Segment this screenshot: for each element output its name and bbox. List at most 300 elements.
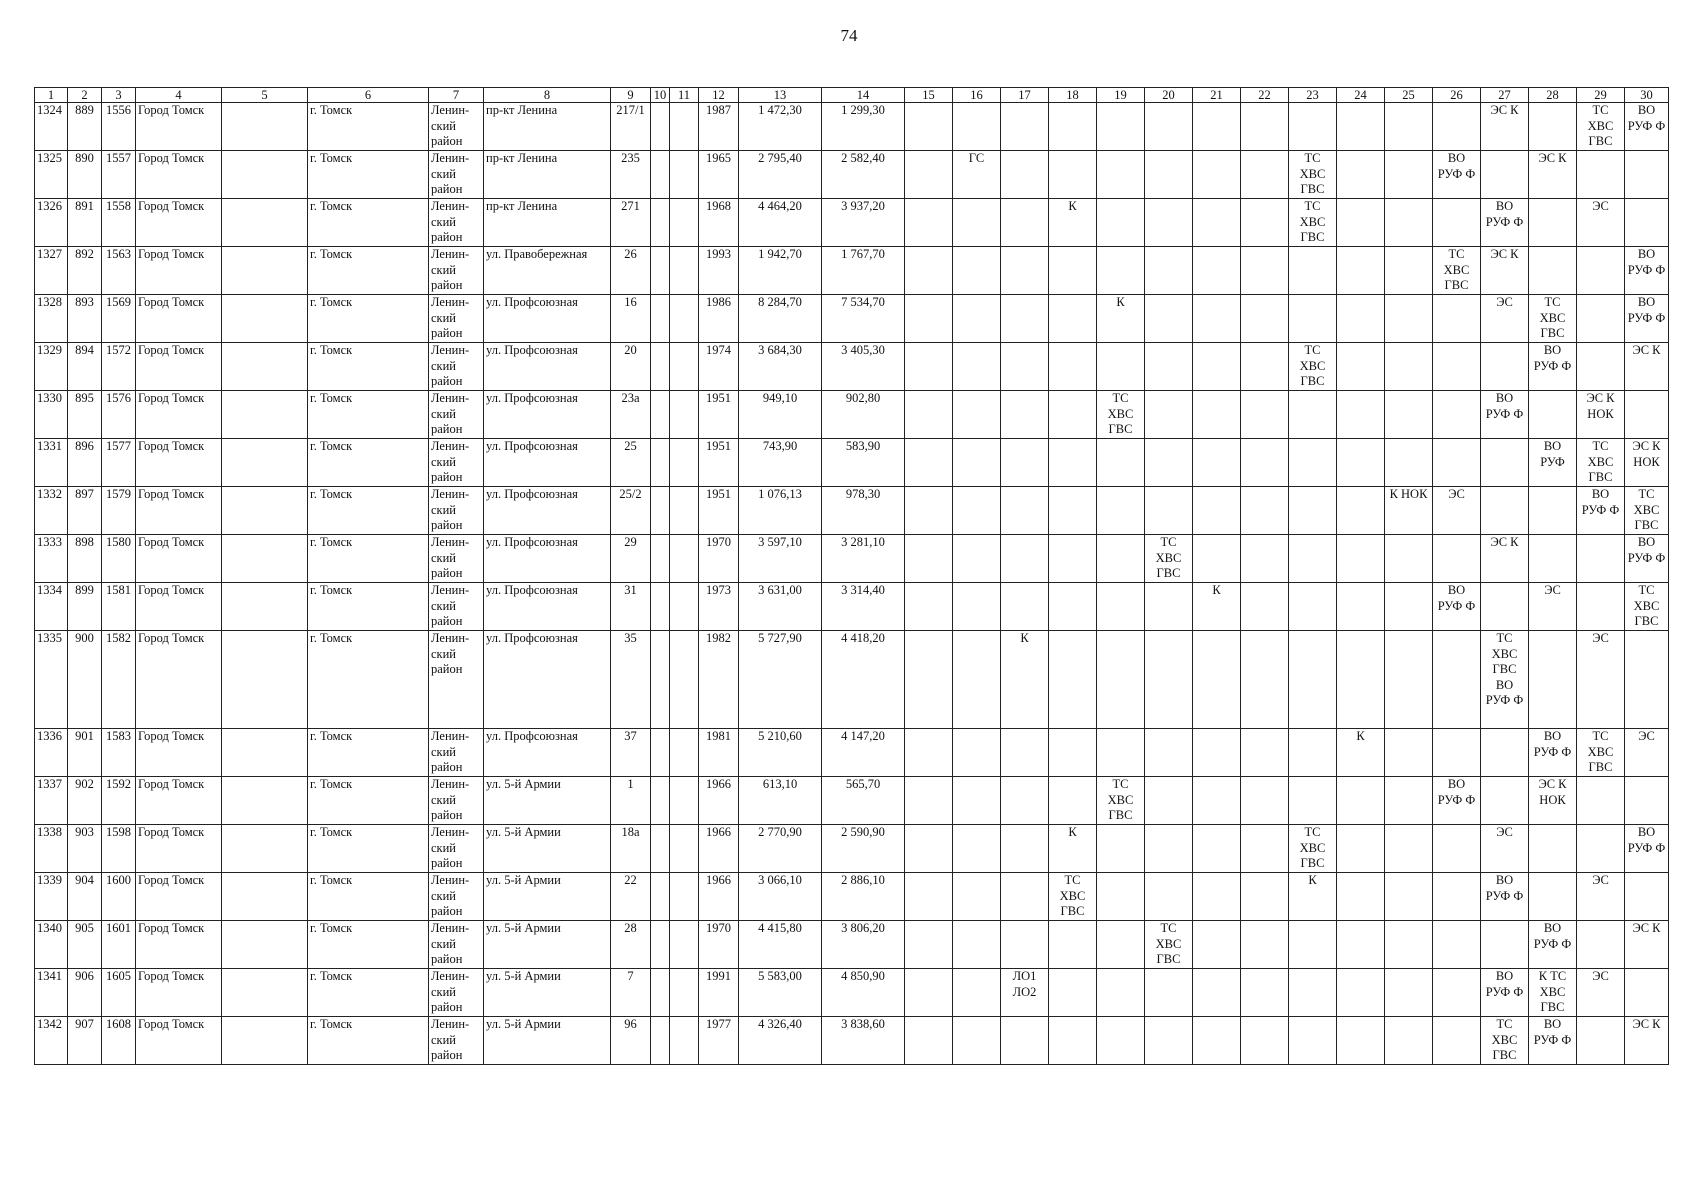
cell-col-3: 1608 — [102, 1017, 136, 1065]
cell-col-27 — [1481, 583, 1529, 631]
cell-col-29: ЭС — [1577, 873, 1625, 921]
cell-col-28: ВО РУФ Ф — [1529, 1017, 1577, 1065]
cell-col-6: г. Томск — [308, 343, 429, 391]
cell-col-13: 949,10 — [739, 391, 822, 439]
cell-col-20 — [1145, 969, 1193, 1017]
cell-col-12: 1974 — [699, 343, 739, 391]
cell-col-28 — [1529, 487, 1577, 535]
cell-col-16 — [953, 295, 1001, 343]
cell-col-5 — [222, 873, 308, 921]
cell-col-21 — [1193, 729, 1241, 777]
cell-col-8: ул. 5-й Армии — [484, 825, 611, 873]
cell-col-5 — [222, 825, 308, 873]
cell-col-17 — [1001, 103, 1049, 151]
cell-col-22 — [1241, 439, 1289, 487]
cell-col-4: Город Томск — [136, 295, 222, 343]
cell-col-27: ЭС К — [1481, 535, 1529, 583]
cell-col-2: 906 — [68, 969, 102, 1017]
cell-col-6: г. Томск — [308, 777, 429, 825]
cell-col-22 — [1241, 535, 1289, 583]
cell-col-26 — [1433, 873, 1481, 921]
cell-col-2: 895 — [68, 391, 102, 439]
cell-col-22 — [1241, 777, 1289, 825]
cell-col-20 — [1145, 729, 1193, 777]
cell-col-13: 1 472,30 — [739, 103, 822, 151]
cell-col-10 — [651, 825, 670, 873]
cell-col-20 — [1145, 151, 1193, 199]
cell-col-10 — [651, 151, 670, 199]
cell-col-9: 1 — [611, 777, 651, 825]
cell-col-25 — [1385, 969, 1433, 1017]
cell-col-27: ВО РУФ Ф — [1481, 969, 1529, 1017]
cell-col-11 — [670, 729, 699, 777]
cell-col-7: Ленин- ский район — [429, 921, 484, 969]
cell-col-29 — [1577, 247, 1625, 295]
cell-col-17 — [1001, 487, 1049, 535]
cell-col-15 — [905, 873, 953, 921]
cell-col-25 — [1385, 729, 1433, 777]
cell-col-13: 2 770,90 — [739, 825, 822, 873]
cell-col-12: 1951 — [699, 439, 739, 487]
cell-col-23 — [1289, 247, 1337, 295]
cell-col-26 — [1433, 1017, 1481, 1065]
cell-col-4: Город Томск — [136, 151, 222, 199]
cell-col-7: Ленин- ский район — [429, 729, 484, 777]
column-header-7: 7 — [429, 88, 484, 103]
cell-col-1: 1330 — [35, 391, 68, 439]
cell-col-19 — [1097, 873, 1145, 921]
cell-col-8: ул. Профсоюзная — [484, 583, 611, 631]
cell-col-8: ул. Профсоюзная — [484, 295, 611, 343]
cell-col-1: 1324 — [35, 103, 68, 151]
table-body — [35, 103, 1669, 1065]
column-header-23: 23 — [1289, 88, 1337, 103]
cell-col-6: г. Томск — [308, 247, 429, 295]
cell-col-11 — [670, 343, 699, 391]
cell-col-16 — [953, 487, 1001, 535]
cell-col-26 — [1433, 439, 1481, 487]
cell-col-17 — [1001, 1017, 1049, 1065]
cell-col-27: ВО РУФ Ф — [1481, 391, 1529, 439]
cell-col-8: ул. Правобережная — [484, 247, 611, 295]
cell-col-15 — [905, 343, 953, 391]
cell-col-23 — [1289, 295, 1337, 343]
cell-col-1: 1342 — [35, 1017, 68, 1065]
cell-col-19: ТС ХВС ГВС — [1097, 777, 1145, 825]
cell-col-14: 3 806,20 — [822, 921, 905, 969]
cell-col-25 — [1385, 583, 1433, 631]
cell-col-30 — [1625, 631, 1669, 729]
cell-col-10 — [651, 583, 670, 631]
cell-col-22 — [1241, 151, 1289, 199]
cell-col-1: 1329 — [35, 343, 68, 391]
cell-col-25 — [1385, 1017, 1433, 1065]
cell-col-26 — [1433, 391, 1481, 439]
cell-col-9: 7 — [611, 969, 651, 1017]
cell-col-15 — [905, 487, 953, 535]
cell-col-9: 235 — [611, 151, 651, 199]
cell-col-13: 4 326,40 — [739, 1017, 822, 1065]
cell-col-11 — [670, 631, 699, 729]
cell-col-18: К — [1049, 825, 1097, 873]
cell-col-16 — [953, 391, 1001, 439]
cell-col-6: г. Томск — [308, 631, 429, 729]
cell-col-3: 1558 — [102, 199, 136, 247]
cell-col-24 — [1337, 391, 1385, 439]
cell-col-29: ТС ХВС ГВС — [1577, 103, 1625, 151]
cell-col-10 — [651, 777, 670, 825]
cell-col-27: ЭС К — [1481, 103, 1529, 151]
cell-col-28: ЭС — [1529, 583, 1577, 631]
cell-col-17 — [1001, 535, 1049, 583]
cell-col-11 — [670, 969, 699, 1017]
cell-col-12: 1951 — [699, 487, 739, 535]
cell-col-8: ул. 5-й Армии — [484, 969, 611, 1017]
cell-col-29: ЭС — [1577, 969, 1625, 1017]
cell-col-27: ТС ХВС ГВС — [1481, 1017, 1529, 1065]
column-header-27: 27 — [1481, 88, 1529, 103]
cell-col-28: ТС ХВС ГВС — [1529, 295, 1577, 343]
cell-col-11 — [670, 439, 699, 487]
cell-col-30: ЭС К — [1625, 343, 1669, 391]
cell-col-5 — [222, 391, 308, 439]
table-row — [35, 921, 1669, 969]
cell-col-30: ВО РУФ Ф — [1625, 535, 1669, 583]
cell-col-30: ВО РУФ Ф — [1625, 103, 1669, 151]
cell-col-24 — [1337, 921, 1385, 969]
cell-col-23 — [1289, 631, 1337, 729]
cell-col-29: ТС ХВС ГВС — [1577, 439, 1625, 487]
cell-col-21 — [1193, 777, 1241, 825]
cell-col-5 — [222, 199, 308, 247]
header-row — [35, 88, 1669, 103]
cell-col-30: ТС ХВС ГВС — [1625, 487, 1669, 535]
cell-col-18 — [1049, 969, 1097, 1017]
cell-col-24 — [1337, 631, 1385, 729]
cell-col-8: ул. Профсоюзная — [484, 391, 611, 439]
cell-col-21 — [1193, 535, 1241, 583]
cell-col-15 — [905, 439, 953, 487]
cell-col-18: ТС ХВС ГВС — [1049, 873, 1097, 921]
cell-col-26 — [1433, 631, 1481, 729]
cell-col-22 — [1241, 295, 1289, 343]
cell-col-27: ТС ХВС ГВС ВО РУФ Ф — [1481, 631, 1529, 729]
cell-col-12: 1965 — [699, 151, 739, 199]
cell-col-5 — [222, 247, 308, 295]
cell-col-25 — [1385, 391, 1433, 439]
cell-col-14: 7 534,70 — [822, 295, 905, 343]
cell-col-21 — [1193, 825, 1241, 873]
cell-col-9: 22 — [611, 873, 651, 921]
cell-col-14: 978,30 — [822, 487, 905, 535]
cell-col-2: 890 — [68, 151, 102, 199]
cell-col-8: пр-кт Ленина — [484, 151, 611, 199]
cell-col-30 — [1625, 151, 1669, 199]
cell-col-13: 3 066,10 — [739, 873, 822, 921]
cell-col-14: 565,70 — [822, 777, 905, 825]
cell-col-28: ЭС К НОК — [1529, 777, 1577, 825]
cell-col-1: 1341 — [35, 969, 68, 1017]
cell-col-15 — [905, 247, 953, 295]
cell-col-16 — [953, 873, 1001, 921]
table-row — [35, 151, 1669, 199]
cell-col-30 — [1625, 199, 1669, 247]
cell-col-19 — [1097, 1017, 1145, 1065]
cell-col-10 — [651, 1017, 670, 1065]
cell-col-16 — [953, 921, 1001, 969]
cell-col-14: 1 767,70 — [822, 247, 905, 295]
cell-col-9: 25 — [611, 439, 651, 487]
cell-col-12: 1987 — [699, 103, 739, 151]
cell-col-16 — [953, 583, 1001, 631]
cell-col-2: 901 — [68, 729, 102, 777]
cell-col-14: 2 590,90 — [822, 825, 905, 873]
table-row — [35, 729, 1669, 777]
cell-col-8: ул. Профсоюзная — [484, 487, 611, 535]
cell-col-9: 271 — [611, 199, 651, 247]
cell-col-25: К НОК — [1385, 487, 1433, 535]
cell-col-25 — [1385, 873, 1433, 921]
cell-col-17 — [1001, 391, 1049, 439]
cell-col-12: 1951 — [699, 391, 739, 439]
cell-col-8: ул. 5-й Армии — [484, 1017, 611, 1065]
table-row — [35, 487, 1669, 535]
column-header-6: 6 — [308, 88, 429, 103]
cell-col-3: 1600 — [102, 873, 136, 921]
cell-col-20 — [1145, 391, 1193, 439]
cell-col-28 — [1529, 247, 1577, 295]
cell-col-10 — [651, 295, 670, 343]
cell-col-8: ул. Профсоюзная — [484, 439, 611, 487]
cell-col-3: 1583 — [102, 729, 136, 777]
cell-col-28: ВО РУФ — [1529, 439, 1577, 487]
column-header-2: 2 — [68, 88, 102, 103]
cell-col-10 — [651, 535, 670, 583]
cell-col-25 — [1385, 247, 1433, 295]
cell-col-19 — [1097, 199, 1145, 247]
cell-col-30 — [1625, 391, 1669, 439]
cell-col-11 — [670, 295, 699, 343]
cell-col-11 — [670, 1017, 699, 1065]
cell-col-13: 613,10 — [739, 777, 822, 825]
cell-col-23 — [1289, 535, 1337, 583]
cell-col-29 — [1577, 777, 1625, 825]
cell-col-13: 5 727,90 — [739, 631, 822, 729]
cell-col-30: ЭС — [1625, 729, 1669, 777]
cell-col-25 — [1385, 825, 1433, 873]
table-row — [35, 247, 1669, 295]
cell-col-27 — [1481, 777, 1529, 825]
cell-col-9: 31 — [611, 583, 651, 631]
cell-col-16 — [953, 631, 1001, 729]
column-header-4: 4 — [136, 88, 222, 103]
cell-col-22 — [1241, 343, 1289, 391]
cell-col-27: ВО РУФ Ф — [1481, 199, 1529, 247]
cell-col-10 — [651, 247, 670, 295]
cell-col-10 — [651, 487, 670, 535]
cell-col-13: 2 795,40 — [739, 151, 822, 199]
cell-col-8: пр-кт Ленина — [484, 199, 611, 247]
cell-col-12: 1991 — [699, 969, 739, 1017]
column-header-18: 18 — [1049, 88, 1097, 103]
table-row — [35, 777, 1669, 825]
cell-col-4: Город Томск — [136, 103, 222, 151]
cell-col-20 — [1145, 777, 1193, 825]
cell-col-12: 1968 — [699, 199, 739, 247]
cell-col-25 — [1385, 103, 1433, 151]
cell-col-6: г. Томск — [308, 391, 429, 439]
cell-col-14: 3 838,60 — [822, 1017, 905, 1065]
cell-col-21 — [1193, 1017, 1241, 1065]
cell-col-2: 904 — [68, 873, 102, 921]
cell-col-28: К ТС ХВС ГВС — [1529, 969, 1577, 1017]
cell-col-16 — [953, 729, 1001, 777]
cell-col-19 — [1097, 921, 1145, 969]
cell-col-20 — [1145, 199, 1193, 247]
cell-col-2: 900 — [68, 631, 102, 729]
cell-col-1: 1331 — [35, 439, 68, 487]
cell-col-10 — [651, 921, 670, 969]
cell-col-18 — [1049, 1017, 1097, 1065]
column-header-29: 29 — [1577, 88, 1625, 103]
cell-col-24 — [1337, 825, 1385, 873]
cell-col-4: Город Томск — [136, 825, 222, 873]
cell-col-2: 898 — [68, 535, 102, 583]
cell-col-27: ЭС К — [1481, 247, 1529, 295]
cell-col-4: Город Томск — [136, 631, 222, 729]
cell-col-7: Ленин- ский район — [429, 535, 484, 583]
cell-col-22 — [1241, 247, 1289, 295]
cell-col-1: 1334 — [35, 583, 68, 631]
cell-col-11 — [670, 103, 699, 151]
table-row — [35, 969, 1669, 1017]
cell-col-21 — [1193, 103, 1241, 151]
cell-col-20 — [1145, 631, 1193, 729]
cell-col-26 — [1433, 103, 1481, 151]
cell-col-9: 16 — [611, 295, 651, 343]
cell-col-29: ЭС — [1577, 631, 1625, 729]
cell-col-18 — [1049, 535, 1097, 583]
table-row — [35, 391, 1669, 439]
cell-col-15 — [905, 391, 953, 439]
cell-col-6: г. Томск — [308, 103, 429, 151]
cell-col-19 — [1097, 825, 1145, 873]
cell-col-13: 8 284,70 — [739, 295, 822, 343]
cell-col-1: 1335 — [35, 631, 68, 729]
column-header-21: 21 — [1193, 88, 1241, 103]
table-header — [35, 88, 1669, 103]
cell-col-24 — [1337, 295, 1385, 343]
cell-col-3: 1556 — [102, 103, 136, 151]
cell-col-24 — [1337, 583, 1385, 631]
cell-col-14: 4 850,90 — [822, 969, 905, 1017]
cell-col-8: ул. Профсоюзная — [484, 535, 611, 583]
cell-col-7: Ленин- ский район — [429, 873, 484, 921]
cell-col-12: 1970 — [699, 535, 739, 583]
cell-col-18 — [1049, 247, 1097, 295]
column-header-11: 11 — [670, 88, 699, 103]
cell-col-29 — [1577, 1017, 1625, 1065]
cell-col-3: 1563 — [102, 247, 136, 295]
cell-col-12: 1973 — [699, 583, 739, 631]
cell-col-15 — [905, 151, 953, 199]
cell-col-14: 3 314,40 — [822, 583, 905, 631]
cell-col-9: 35 — [611, 631, 651, 729]
cell-col-28 — [1529, 199, 1577, 247]
cell-col-23: К — [1289, 873, 1337, 921]
cell-col-17 — [1001, 343, 1049, 391]
cell-col-29: ЭС К НОК — [1577, 391, 1625, 439]
cell-col-19 — [1097, 631, 1145, 729]
cell-col-21 — [1193, 343, 1241, 391]
cell-col-27: ЭС — [1481, 295, 1529, 343]
cell-col-21 — [1193, 151, 1241, 199]
cell-col-24 — [1337, 103, 1385, 151]
cell-col-15 — [905, 777, 953, 825]
cell-col-3: 1569 — [102, 295, 136, 343]
cell-col-5 — [222, 631, 308, 729]
cell-col-5 — [222, 151, 308, 199]
cell-col-21: К — [1193, 583, 1241, 631]
cell-col-2: 897 — [68, 487, 102, 535]
cell-col-12: 1966 — [699, 873, 739, 921]
cell-col-16 — [953, 199, 1001, 247]
cell-col-17 — [1001, 583, 1049, 631]
cell-col-17 — [1001, 873, 1049, 921]
cell-col-28: ВО РУФ Ф — [1529, 729, 1577, 777]
cell-col-22 — [1241, 729, 1289, 777]
cell-col-20 — [1145, 1017, 1193, 1065]
cell-col-8: ул. Профсоюзная — [484, 631, 611, 729]
cell-col-1: 1339 — [35, 873, 68, 921]
cell-col-2: 902 — [68, 777, 102, 825]
cell-col-17 — [1001, 921, 1049, 969]
cell-col-7: Ленин- ский район — [429, 777, 484, 825]
cell-col-20: ТС ХВС ГВС — [1145, 921, 1193, 969]
cell-col-3: 1582 — [102, 631, 136, 729]
cell-col-4: Город Томск — [136, 777, 222, 825]
cell-col-25 — [1385, 199, 1433, 247]
cell-col-29: ЭС — [1577, 199, 1625, 247]
cell-col-4: Город Томск — [136, 1017, 222, 1065]
cell-col-22 — [1241, 873, 1289, 921]
cell-col-3: 1572 — [102, 343, 136, 391]
cell-col-20: ТС ХВС ГВС — [1145, 535, 1193, 583]
cell-col-24 — [1337, 535, 1385, 583]
cell-col-5 — [222, 1017, 308, 1065]
cell-col-26: ВО РУФ Ф — [1433, 777, 1481, 825]
cell-col-17 — [1001, 247, 1049, 295]
cell-col-28: ЭС К — [1529, 151, 1577, 199]
cell-col-5 — [222, 535, 308, 583]
cell-col-11 — [670, 535, 699, 583]
column-header-22: 22 — [1241, 88, 1289, 103]
cell-col-7: Ленин- ский район — [429, 391, 484, 439]
cell-col-24 — [1337, 439, 1385, 487]
cell-col-29: ТС ХВС ГВС — [1577, 729, 1625, 777]
cell-col-20 — [1145, 295, 1193, 343]
cell-col-18 — [1049, 487, 1097, 535]
cell-col-7: Ленин- ский район — [429, 199, 484, 247]
cell-col-1: 1327 — [35, 247, 68, 295]
cell-col-12: 1982 — [699, 631, 739, 729]
cell-col-4: Город Томск — [136, 969, 222, 1017]
cell-col-11 — [670, 921, 699, 969]
cell-col-22 — [1241, 199, 1289, 247]
cell-col-16 — [953, 969, 1001, 1017]
cell-col-18 — [1049, 583, 1097, 631]
cell-col-30: ВО РУФ Ф — [1625, 247, 1669, 295]
